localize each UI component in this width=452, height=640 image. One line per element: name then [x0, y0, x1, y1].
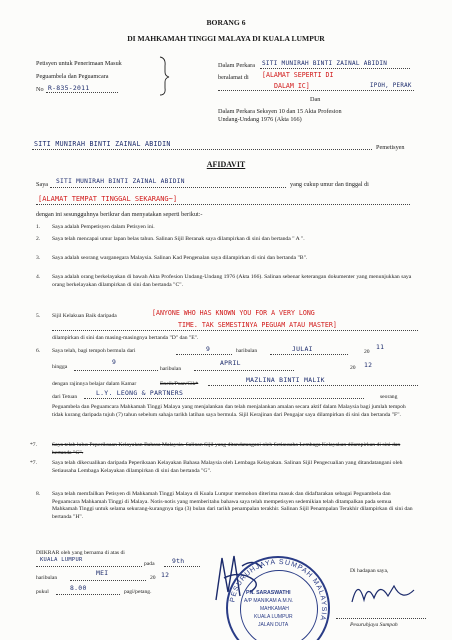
dan-label: Dan [310, 96, 321, 103]
start-month: JULAI [292, 345, 313, 353]
start-year: 11 [376, 343, 385, 351]
stamp-title: A/P MANIKAM A.M.N. [244, 598, 294, 604]
form-number: BORANG 6 [206, 18, 246, 27]
end-haribulan: haribulan [160, 366, 182, 372]
matter-value: SITI MUNIRAH BINTI ZAINAL ABIDIN [262, 60, 388, 67]
master-name: MAZLINA BINTI MALIK [246, 376, 325, 384]
hingga-label: hingga [52, 364, 68, 370]
start-haribulan: haribulan [236, 348, 258, 354]
dari-tetuan-label: dari Tetuan [52, 394, 78, 400]
item-6-body: Peguambela dan Peguamcara Mahkamah Tinggi Malaya yang menjalankan dan telah menjalankan amalan secara aktif dalam Malaysia bagi jumlah tempoh tidak kurang daripada tujuh (7) tahun sebelum sahaja tarikh latihan saya bermula. Sijil Kerajinan dari Pengajar saya dilampirkan di sini dan bertanda "F". [52, 404, 406, 418]
start-day: 9 [206, 345, 211, 353]
petition-brace [158, 56, 170, 96]
pada-label: pada [144, 561, 155, 567]
section-line-1: Dalam Perkara Seksyen 10 dan 15 Akta Profesion [218, 108, 342, 115]
struck-title: Encik/Puan/Cik* [160, 381, 199, 387]
pukul-label: pukul [36, 589, 49, 595]
address-city: IPOH, PERAK [370, 83, 412, 89]
jurat-day: 9th [172, 557, 185, 565]
item-number: 6. [36, 348, 41, 354]
diikrar-text: DIIKRAR oleh yang bernama di atas di [36, 550, 125, 556]
age-residence-text: yang cukup umur dan tinggal di [290, 181, 369, 188]
jurat-year: 12 [161, 571, 170, 579]
saya-label: Saya [36, 181, 49, 188]
deponent-name: SITI MUNIRAH BINTI ZAINAL ABIDIN [56, 178, 185, 185]
petition-line-1: Petisyen untuk Penerimaan Masuk [36, 60, 122, 67]
petition-no-value: R-835-2011 [48, 84, 90, 92]
item-2: Saya telah mencapai umur lapan belas tahun. Salinan Sijil Beranak saya dilampirkan di sini dan bertanda " A ". [52, 236, 305, 242]
petition-no-label: No [36, 86, 44, 93]
item-5-lead: Sijil Kelakuan Baik daripada [52, 313, 117, 319]
petitioner-name: SITI MUNIRAH BINTI ZAINAL ABIDIN [34, 140, 171, 148]
item-number: 2. [36, 236, 41, 242]
chambers-text: dengan rajinnya belajar dalam Kamar [52, 381, 137, 387]
item-4: Saya adalah orang berkelayakan di bawah Akta Profesion Undang-Undang 1976 (Akta 166). Salinan sebenar keterangan dokumenter yang menunjukkan saya orang berkelayakan dilampirkan di sini dan bertanda "C". [52, 274, 412, 288]
stamp-line-5: JALAN DUTA [258, 622, 289, 628]
item-1: Saya adalah Pempetisyen dalam Petisyen ini. [52, 224, 155, 230]
jurat-year-prefix: 20 [150, 575, 156, 581]
petitioner-role: Pemetisyen [376, 144, 405, 151]
item-number: 5. [36, 313, 41, 319]
stamp-name: PN. SARASWATHI [246, 590, 291, 596]
end-year: 12 [364, 361, 373, 369]
petition-line-2: Peguambela dan Peguamcara [36, 73, 109, 80]
referee-instruction-2: TIME. TAK SEMESTINYA PEGUAM ATAU MASTER] [178, 321, 337, 329]
jurat-time: 8.00 [70, 584, 87, 592]
item-number: 1. [36, 224, 41, 230]
item-6-lead: Saya telah, bagi tempoh bermula dari [52, 348, 136, 354]
firm-name: L.Y. LEONG & PARTNERS [96, 389, 184, 397]
item-number: 3. [36, 255, 41, 261]
section-line-2: Undang-Undang 1976 (Akta 166) [218, 116, 302, 123]
end-year-prefix: 20 [350, 365, 356, 371]
item-number: *7. [30, 460, 37, 466]
item-number: 4. [36, 274, 41, 280]
stamp-line-3: MAHKAMAH [260, 606, 289, 612]
seorang-label: seorang [380, 394, 398, 400]
address-red-2: DALAM IC] [274, 82, 310, 90]
end-month: APRIL [220, 359, 241, 367]
item-3: Saya adalah seorang warganegara Malaysia. Salinan Kad Pengenalan saya dilampirkan di sini dan bertanda "B". [52, 255, 308, 261]
jurat-place: KUALA LUMPUR [40, 557, 83, 563]
court-title: DI MAHKAMAH TINGGI MALAYA DI KUALA LUMPUR [127, 34, 325, 43]
item-5-tail: dilampirkan di sini dan masing-masingnya bertanda "D" dan "E". [52, 335, 199, 341]
pagi-petang-label: pagi/petang. [124, 589, 152, 595]
svg-text:PESURUHJAYA SUMPAH MALAYSIA: PESURUHJAYA SUMPAH MALAYSIA [229, 558, 328, 622]
haribulan-label: haribulan [36, 575, 58, 581]
item-8: Saya telah memfailkan Petisyen di Mahkamah Tinggi Malaya di Kuala Lumpur memohon diterima masuk dan didaftarakan sebagai Peguambela dan Peguamcara Mahkamah Tinggi di Malaya. Notis-notis yang memberitahu bahawa saya telah mempetisyen sedemikian telah ditampalkan pada semua Mahkamah Tinggi untuk selama sekurang-kurangnya tiga (3) bulan dari tarikh penampalan terakhir. Salinan Sijil Penampalan Terakhir dilampirkan di sini dan bertanda "H". [52, 491, 413, 520]
end-day: 9 [112, 358, 117, 366]
address-red-1: [ALAMAT SEPERTI DI [262, 71, 334, 79]
item-number: *7. [30, 442, 37, 448]
item-7a-struck: Saya telah lulus Peperiksaan Kelayakan Bahasa Malaysia. Salinan Sijil yang ditandatangani oleh Setiausaha Lembaga Kelayakan dilampirkan di sini dan bertanda "G". [52, 442, 401, 456]
item-number: 8. [36, 491, 41, 497]
address-label: beralamat di [218, 74, 249, 81]
referee-instruction-1: [ANYONE WHO HAS KNOWN YOU FOR A VERY LONG [152, 309, 315, 317]
jurat-month: MEI [96, 569, 109, 577]
matter-label: Dalam Perkara [218, 62, 255, 69]
item-7b: Saya telah dikecualikan daripada Peperiksaan Kelayakan Bahasa Malaysia oleh Lembaga Kelayakan. Salinan Sijil Pengecualian yang ditandatangani oleh Setiausaha Lembaga Kelayakan dilampirkan di sini dan bertanda "G". [52, 460, 403, 474]
stamp-line-4: KUALA LUMPUR [254, 614, 293, 620]
start-year-prefix: 20 [364, 349, 370, 355]
deponent-address: [ALAMAT TEMPAT TINGGAL SEKARANG~] [38, 195, 178, 203]
commissioner-signature [348, 572, 418, 612]
commissioner-caption: Pesuruhjaya Sumpah [350, 622, 398, 628]
oath-text: dengan ini sesungguhnya berikrar dan menyatakan seperti berikut:- [36, 211, 203, 218]
before-me-text: Di hadapan saya, [350, 568, 389, 574]
affidavit-title: AFIDAVIT [206, 160, 246, 169]
